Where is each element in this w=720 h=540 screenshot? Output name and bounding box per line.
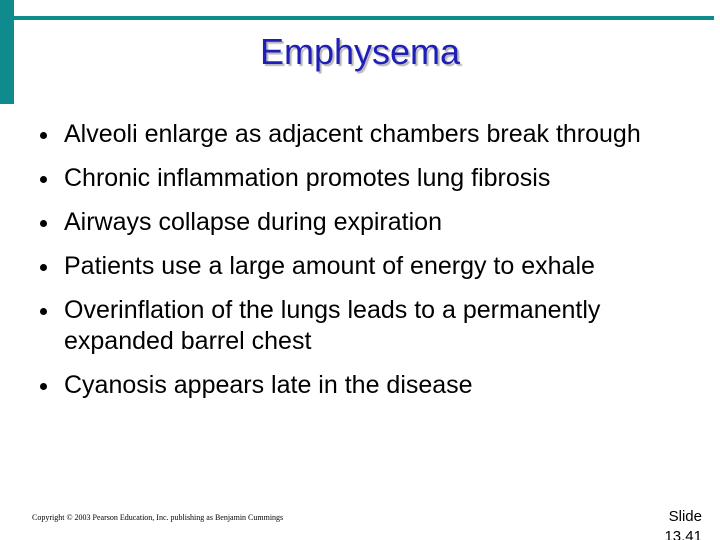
bullet-text: Airways collapse during expiration [64,208,442,236]
bullet-dot-icon [40,383,47,390]
bullet-item [40,251,680,282]
bullet-dot-icon [40,176,47,183]
bullet-text: Chronic inflammation promotes lung fibrosis [64,164,551,192]
bullet-item [40,163,680,194]
bullet-item [40,119,680,150]
bullet-dot-icon [40,264,47,271]
bullet-dot-icon [40,308,47,315]
bullet-item [40,370,680,401]
copyright-text: Copyright © 2003 Pearson Education, Inc. publishing as Benjamin Cummings [32,513,284,522]
accent-line [14,16,714,20]
bullet-dot-icon [40,220,47,227]
slide-label: Slide [668,508,702,525]
bullet-text: Overinflation of the lungs leads to a permanently expanded barrel chest [64,296,601,355]
bullet-text: Alveoli enlarge as adjacent chambers break through [64,120,641,148]
bullet-item [40,295,680,357]
bullet-text: Cyanosis appears late in the disease [64,371,473,399]
bullet-item [40,207,680,238]
bullet-dot-icon [40,132,47,139]
bullet-list [40,119,680,414]
slide-title: Emphysema [259,31,461,72]
slide-number: 13.41 [664,528,702,540]
bullet-text: Patients use a large amount of energy to exhale [64,252,595,280]
